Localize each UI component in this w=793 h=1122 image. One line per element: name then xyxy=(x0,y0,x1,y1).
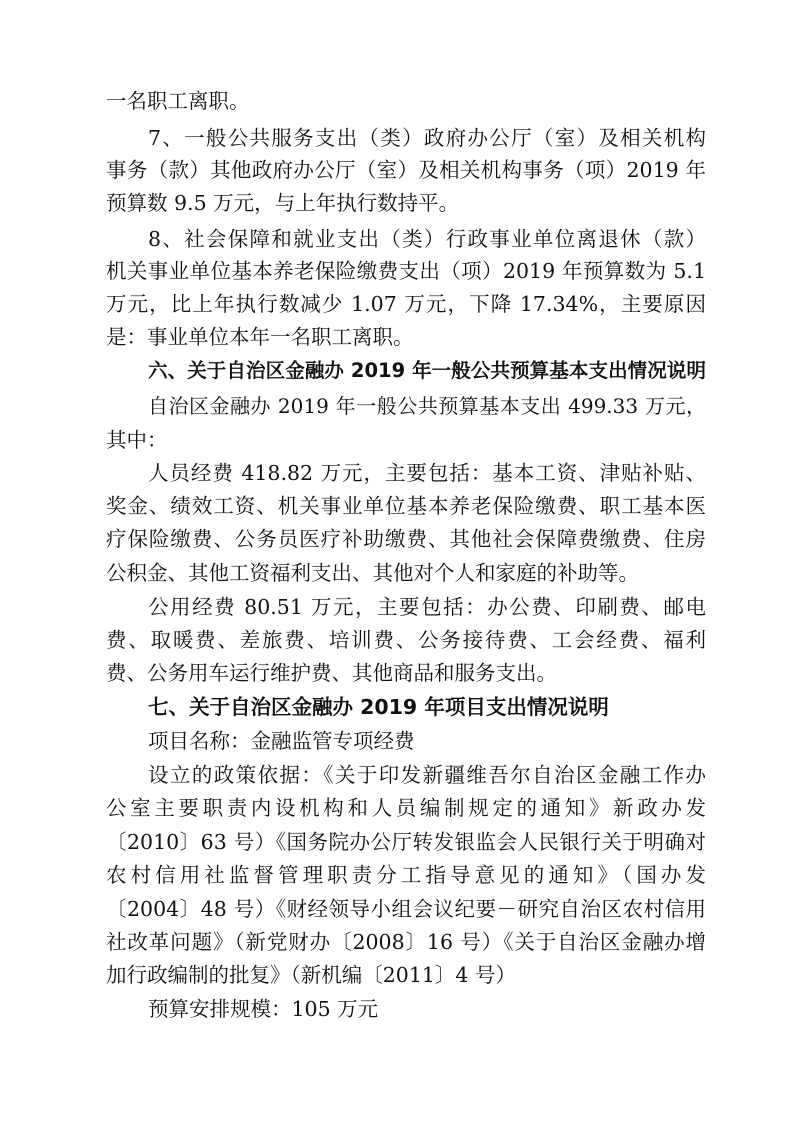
paragraph-line: 公积金、其他工资福利支出、其他对个人和家庭的补助等。 xyxy=(106,561,639,585)
paragraph-line: 公室主要职责内设机构和人员编制规定的通知》新政办发 xyxy=(106,796,706,820)
paragraph-line: 事务（款）其他政府办公厅（室）及相关机构事务（项）2019 年 xyxy=(106,158,706,182)
paragraph-line: 万元，比上年执行数减少 1.07 万元，下降 17.34%，主要原因 xyxy=(106,292,706,316)
paragraph-line: 项目名称：金融监管专项经费 xyxy=(148,729,415,753)
paragraph-line: 奖金、绩效工资、机关事业单位基本养老保险缴费、职工基本医 xyxy=(106,494,706,518)
paragraph-line: 8、社会保障和就业支出（类）行政事业单位离退休（款） xyxy=(148,227,706,251)
paragraph-line: 加行政编制的批复》（新机编〔2011〕4 号） xyxy=(106,963,516,987)
paragraph-line: 设立的政策依据：《关于印发新疆维吾尔自治区金融工作办 xyxy=(148,763,706,787)
paragraph-line: 疗保险缴费、公务员医疗补助缴费、其他社会保障费缴费、住房 xyxy=(106,527,706,551)
paragraph-line: 预算安排规模：105 万元 xyxy=(148,997,379,1021)
paragraph-line: 其中： xyxy=(106,428,168,452)
paragraph-line: 费、公务用车运行维护费、其他商品和服务支出。 xyxy=(106,661,557,685)
paragraph-line: 预算数 9.5 万元，与上年执行数持平。 xyxy=(106,191,460,215)
paragraph-line: 是：事业单位本年一名职工离职。 xyxy=(106,325,414,349)
paragraph-line: 农村信用社监督管理职责分工指导意见的通知》（国办发 xyxy=(106,863,706,887)
section-heading: 六、关于自治区金融办 2019 年一般公共预算基本支出情况说明 xyxy=(148,359,706,382)
paragraph-line: 自治区金融办 2019 年一般公共预算基本支出 499.33 万元， xyxy=(148,394,706,418)
paragraph-line: 〔2010〕63 号）《国务院办公厅转发银监会人民银行关于明确对 xyxy=(106,830,706,854)
paragraph-line: 人员经费 418.82 万元，主要包括：基本工资、津贴补贴、 xyxy=(148,461,706,485)
paragraph-line: 公用经费 80.51 万元，主要包括：办公费、印刷费、邮电 xyxy=(148,595,706,619)
paragraph-line: 一名职工离职。 xyxy=(106,89,250,113)
paragraph-line: 社改革问题》（新党财办〔2008〕16 号）《关于自治区金融办增 xyxy=(106,930,706,954)
paragraph-line: 机关事业单位基本养老保险缴费支出（项）2019 年预算数为 5.1 xyxy=(106,259,706,283)
paragraph-line: 〔2004〕48 号）《财经领导小组会议纪要－研究自治区农村信用 xyxy=(106,897,706,921)
paragraph-line: 7、一般公共服务支出（类）政府办公厅（室）及相关机构 xyxy=(148,126,706,150)
paragraph-line: 费、取暖费、差旅费、培训费、公务接待费、工会经费、福利 xyxy=(106,628,706,652)
section-heading: 七、关于自治区金融办 2019 年项目支出情况说明 xyxy=(148,695,609,719)
